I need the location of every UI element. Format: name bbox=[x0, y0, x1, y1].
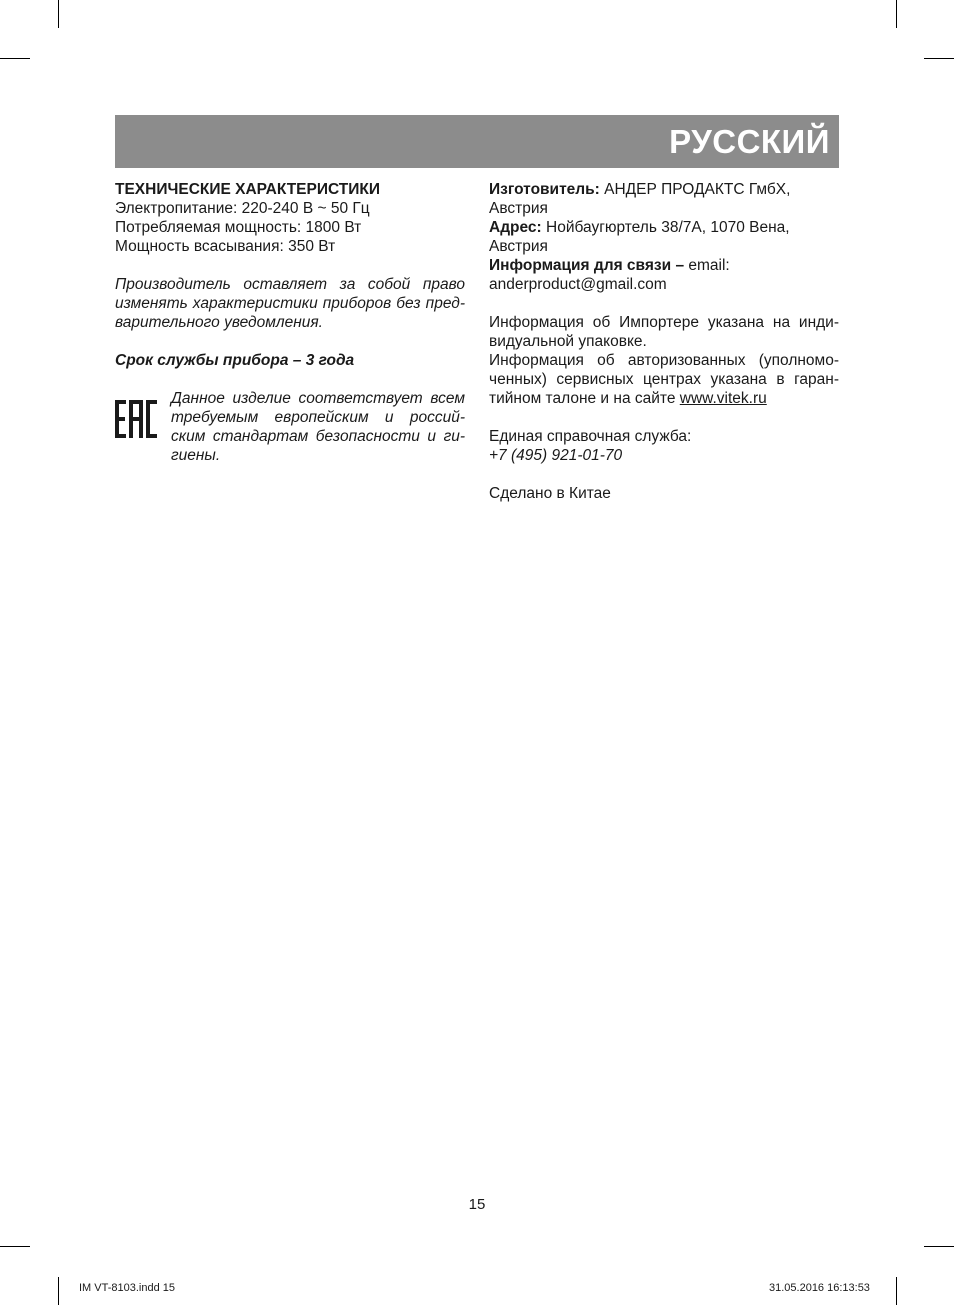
crop-mark bbox=[58, 0, 59, 28]
spec-power-supply: Электропитание: 220-240 В ~ 50 Гц bbox=[115, 200, 370, 217]
hotline-label: Единая справочная служба: bbox=[489, 428, 692, 445]
crop-mark bbox=[896, 0, 897, 28]
compliance-statement bbox=[171, 389, 465, 465]
manufacturer-country: Австрия bbox=[489, 200, 548, 217]
eac-logo-icon bbox=[115, 400, 157, 438]
importer-info-line: Информация об Импортере указана на инди- bbox=[489, 314, 839, 331]
address-country: Австрия bbox=[489, 238, 548, 255]
address bbox=[489, 218, 839, 237]
spec-power-consumption: Потребляемая мощность: 1800 Вт bbox=[115, 219, 362, 236]
service-life: Срок службы прибора – 3 года bbox=[115, 352, 355, 369]
left-column bbox=[115, 180, 465, 469]
website-link[interactable]: www.vitek.ru bbox=[679, 390, 767, 407]
made-in: Сделано в Китае bbox=[489, 485, 611, 502]
contact-email: anderproduct@gmail.com bbox=[489, 276, 667, 293]
eac-compliance-block bbox=[115, 389, 465, 469]
manufacturer bbox=[489, 180, 839, 199]
service-centers-text: тийном талоне и на сайте bbox=[489, 390, 680, 407]
language-title: РУССКИЙ bbox=[669, 123, 830, 160]
right-column bbox=[489, 180, 839, 503]
crop-mark bbox=[0, 58, 30, 59]
disclaimer-line: Производитель оставляет за собой право bbox=[115, 276, 465, 293]
service-centers-line: Информация об авторизованных (уполномо- bbox=[489, 352, 839, 369]
compliance-line: ским стандартам безопасности и ги- bbox=[171, 428, 465, 445]
crop-mark bbox=[924, 58, 954, 59]
language-header-bar bbox=[115, 115, 839, 168]
spec-suction-power: Мощность всасывания: 350 Вт bbox=[115, 238, 336, 255]
importer-info-line: видуальной упаковке. bbox=[489, 333, 647, 350]
crop-mark bbox=[924, 1246, 954, 1247]
crop-mark bbox=[58, 1277, 59, 1305]
crop-mark bbox=[0, 1246, 30, 1247]
disclaimer-line: варительного уведомления. bbox=[115, 314, 323, 331]
address-label: Адрес: bbox=[489, 219, 542, 236]
hotline-phone: +7 (495) 921-01-70 bbox=[489, 447, 623, 464]
compliance-line: гиены. bbox=[171, 447, 221, 464]
compliance-line: Данное изделие соответствует всем bbox=[171, 390, 465, 407]
manufacturer-label: Изготовитель: bbox=[489, 181, 600, 198]
compliance-line: требуемым европейским и россий- bbox=[171, 409, 465, 426]
crop-mark bbox=[896, 1277, 897, 1305]
contact-value: email: bbox=[684, 257, 730, 274]
manufacturer-value: АНДЕР ПРОДАКТС ГмбХ, bbox=[599, 181, 791, 198]
service-centers-line: ченных) сервисных центрах указана в гаран- bbox=[489, 371, 839, 388]
specs-heading: ТЕХНИЧЕСКИЕ ХАРАКТЕРИСТИКИ bbox=[115, 181, 380, 198]
footer-timestamp: 31.05.2016 16:13:53 bbox=[769, 1282, 870, 1294]
disclaimer-line: изменять характеристики приборов без пред- bbox=[115, 295, 465, 312]
contact-label: Информация для связи – bbox=[489, 257, 685, 274]
page-number: 15 bbox=[468, 1196, 486, 1213]
footer-file-info: IM VT-8103.indd 15 bbox=[79, 1282, 176, 1294]
contact bbox=[489, 256, 839, 275]
service-centers-line bbox=[489, 389, 839, 408]
address-value: Нойбаугюртель 38/7А, 1070 Вена, bbox=[541, 219, 790, 236]
